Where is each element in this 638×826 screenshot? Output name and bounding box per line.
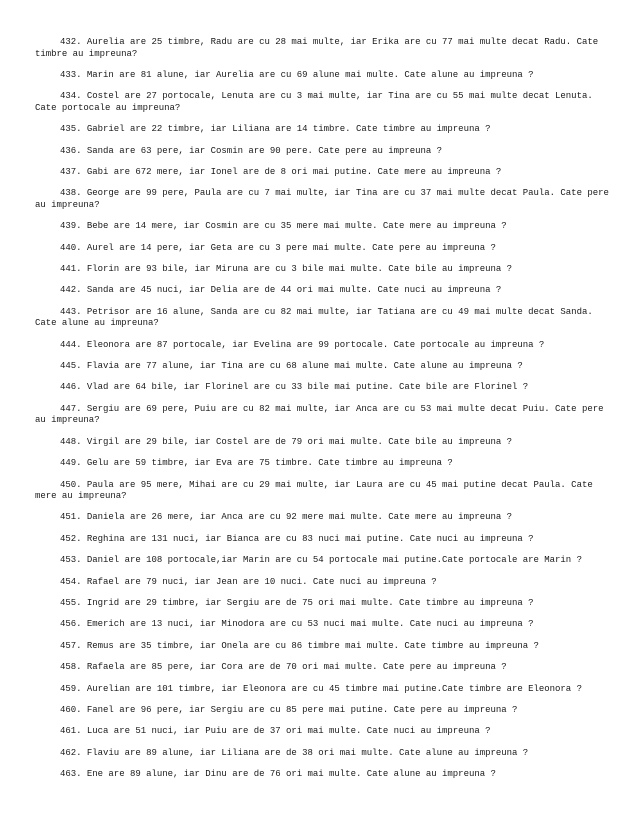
problem-439: 439. Bebe are 14 mere, iar Cosmin are cu 35 mere mai multe. Cate mere au impreuna ? — [60, 221, 507, 232]
problem-451: 451. Daniela are 26 mere, iar Anca are cu 92 mere mai multe. Cate mere au impreuna ? — [60, 512, 512, 523]
problem-434: 434. Costel are 27 portocale, Lenuta are cu 3 mai multe, iar Tina are cu 55 mai multe decat Lenuta. Cate portocale au impreuna? — [35, 91, 593, 113]
problem-435: 435. Gabriel are 22 timbre, iar Liliana are 14 timbre. Cate timbre au impreuna ? — [60, 124, 491, 135]
problem-459: 459. Aurelian are 101 timbre, iar Eleonora are cu 45 timbre mai putine.Cate timbre are Eleonora ? — [60, 683, 582, 694]
problem-452: 452. Reghina are 131 nuci, iar Bianca are cu 83 nuci mai putine. Cate nuci au impreuna ? — [60, 533, 534, 544]
problem-432: 432. Aurelia are 25 timbre, Radu are cu 28 mai multe, iar Erika are cu 77 mai multe decat Radu. Cate timbre au impreuna? — [35, 37, 599, 59]
problem-445: 445. Flavia are 77 alune, iar Tina are cu 68 alune mai multe. Cate alune au impreuna ? — [60, 361, 523, 372]
problem-436: 436. Sanda are 63 pere, iar Cosmin are 90 pere. Cate pere au impreuna ? — [60, 145, 443, 156]
problem-450: 450. Paula are 95 mere, Mihai are cu 29 mai multe, iar Laura are cu 45 mai putine decat Paula. Cate mere au impreuna? — [35, 479, 593, 502]
problem-453: 453. Daniel are 108 portocale,iar Marin are cu 54 portocale mai putine.Cate portocale are Marin ? — [60, 555, 582, 566]
problem-437: 437. Gabi are 672 mere, iar Ionel are de 8 ori mai putine. Cate mere au impreuna ? — [60, 166, 502, 177]
problem-454: 454. Rafael are 79 nuci, iar Jean are 10 nuci. Cate nuci au impreuna ? — [60, 576, 437, 587]
problem-462: 462. Flaviu are 89 alune, iar Liliana are de 38 ori mai multe. Cate alune au impreuna ? — [60, 747, 529, 758]
problem-458: 458. Rafaela are 85 pere, iar Cora are de 70 ori mai multe. Cate pere au impreuna ? — [60, 662, 507, 673]
problem-448: 448. Virgil are 29 bile, iar Costel are de 79 ori mai multe. Cate bile au impreuna ? — [60, 436, 512, 447]
problem-443: 443. Petrisor are 16 alune, Sanda are cu 82 mai multe, iar Tatiana are cu 49 mai multe decat Sanda. Cate alune au impreuna? — [35, 306, 593, 329]
problem-460: 460. Fanel are 96 pere, iar Sergiu are cu 85 pere mai putine. Cate pere au impreuna ? — [60, 704, 518, 715]
problem-446: 446. Vlad are 64 bile, iar Florinel are cu 33 bile mai putine. Cate bile are Florinel ? — [60, 382, 529, 393]
problem-441: 441. Florin are 93 bile, iar Miruna are cu 3 bile mai multe. Cate bile au impreuna ? — [60, 264, 512, 275]
problem-433: 433. Marin are 81 alune, iar Aurelia are cu 69 alune mai multe. Cate alune au impreuna ? — [60, 69, 534, 80]
problem-442: 442. Sanda are 45 nuci, iar Delia are de 44 ori mai multe. Cate nuci au impreuna ? — [60, 285, 502, 296]
problem-456: 456. Emerich are 13 nuci, iar Minodora are cu 53 nuci mai multe. Cate nuci au impreuna ? — [60, 619, 534, 630]
problem-457: 457. Remus are 35 timbre, iar Onela are cu 86 timbre mai multe. Cate timbre au impreuna ? — [60, 640, 539, 651]
problem-440: 440. Aurel are 14 pere, iar Geta are cu 3 pere mai multe. Cate pere au impreuna ? — [60, 242, 496, 253]
problem-438: 438. George are 99 pere, Paula are cu 7 mai multe, iar Tina are cu 37 mai multe decat Paula. Cate pere au impreuna? — [35, 188, 609, 210]
problem-447: 447. Sergiu are 69 pere, Puiu are cu 82 mai multe, iar Anca are cu 53 mai multe decat Puiu. Cate pere au impreuna? — [35, 403, 604, 426]
problem-455: 455. Ingrid are 29 timbre, iar Sergiu are de 75 ori mai multe. Cate timbre au impreuna ? — [60, 597, 534, 608]
problem-444: 444. Eleonora are 87 portocale, iar Evelina are 99 portocale. Cate portocale au impreuna ? — [60, 339, 545, 350]
problem-461: 461. Luca are 51 nuci, iar Puiu are de 37 ori mai multe. Cate nuci au impreuna ? — [60, 726, 491, 737]
problem-449: 449. Gelu are 59 timbre, iar Eva are 75 timbre. Cate timbre au impreuna ? — [60, 458, 453, 469]
problem-463: 463. Ene are 89 alune, iar Dinu are de 76 ori mai multe. Cate alune au impreuna ? — [60, 769, 496, 780]
document-page — [35, 37, 613, 791]
